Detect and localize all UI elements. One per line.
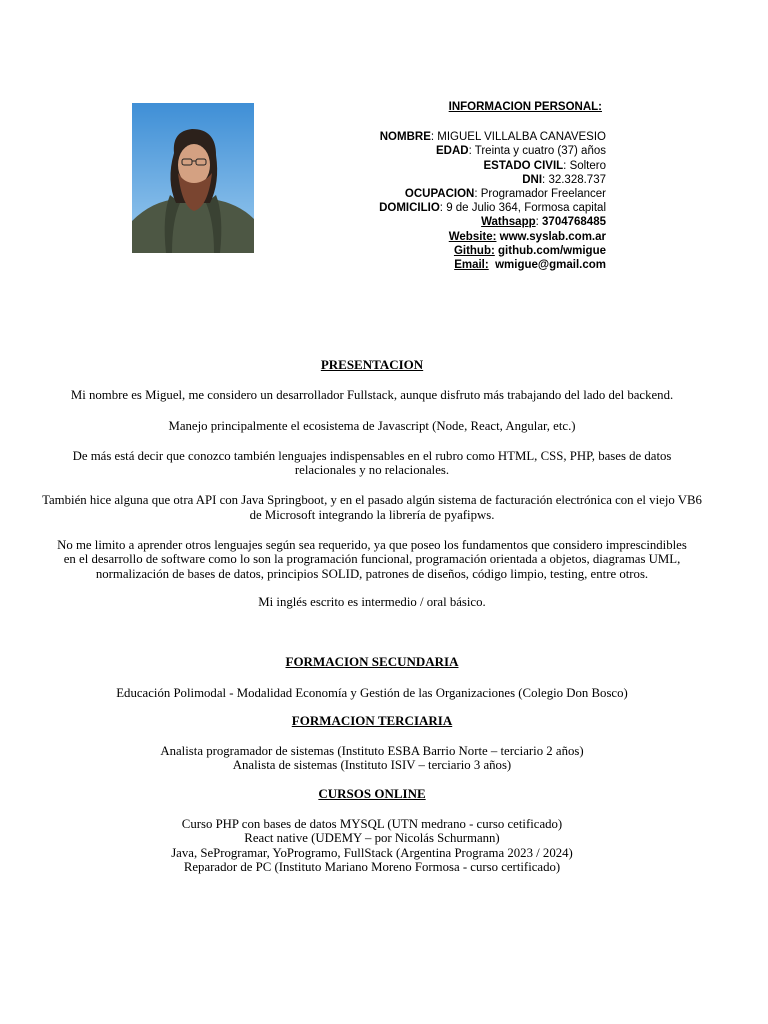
- education-line: Analista programador de sistemas (Instituto ESBA Barrio Norte – terciario 2 años): [160, 744, 584, 759]
- presentation-paragraph: Manejo principalmente el ecosistema de Javascript (Node, React, Angular, etc.): [168, 418, 576, 433]
- info-row-ocupacion: [186, 187, 606, 201]
- info-value: MIGUEL VILLALBA CANAVESIO: [437, 131, 606, 144]
- info-row-whatsapp: [186, 215, 606, 229]
- info-label: ESTADO CIVIL: [483, 159, 564, 172]
- education-line: Educación Polimodal - Modalidad Economía y Gestión de las Organizaciones (Colegio Don Bosco): [116, 685, 628, 700]
- info-sep: :: [439, 202, 447, 215]
- info-value: Treinta y cuatro (37) años: [474, 145, 606, 158]
- whatsapp-number: 3704768485: [542, 216, 606, 229]
- info-label: DNI: [522, 173, 543, 186]
- course-line: Reparador de PC (Instituto Mariano Moreno Formosa - curso certificado): [183, 859, 561, 874]
- info-sep: :: [563, 159, 570, 172]
- presentation-paragraph: Mi inglés escrito es intermedio / oral básico.: [258, 594, 486, 609]
- education-line: Analista de sistemas (Instituto ISIV – terciario 3 años): [232, 758, 512, 773]
- info-row-domicilio: [186, 201, 606, 215]
- section-title-secundaria: FORMACION SECUNDARIA: [285, 654, 459, 670]
- info-row-edad: [186, 144, 606, 158]
- info-row-email: [186, 258, 606, 272]
- github-link[interactable]: github.com/wmigue: [498, 244, 606, 257]
- section-title-presentacion: PRESENTACION: [320, 357, 424, 372]
- info-row-website: [186, 230, 606, 244]
- info-label: Email:: [454, 259, 489, 272]
- info-label: OCUPACION: [404, 188, 475, 201]
- info-label: Github:: [453, 244, 495, 257]
- info-value: Soltero: [569, 159, 606, 172]
- info-sep: :: [535, 216, 543, 229]
- info-sep: :: [542, 173, 549, 186]
- info-label: Website:: [448, 230, 497, 243]
- cv-body: [40, 358, 704, 874]
- email-link[interactable]: wmigue@gmail.com: [495, 259, 606, 272]
- presentation-paragraph: De más está decir que conozco también lenguajes indispensables en el rubro como HTML, CSS, PHP, bases de datos relacionales y no relacionales.: [72, 448, 672, 478]
- course-line: Curso PHP con bases de datos MYSQL (UTN medrano - curso cetificado): [181, 817, 563, 832]
- presentation-paragraph: No me limito a aprender otros lenguajes según sea requerido, ya que poseo los fundamentos que considero imprescindibles en el desarrollo de software como lo son la programación funcional, programación orientada a objetos, diagramas UML, normalización de bases de datos, principios SOLID, patrones de diseños, código limpio, testing, entre otros.: [57, 538, 687, 581]
- info-label: Wathsapp: [481, 216, 536, 229]
- website-link[interactable]: www.syslab.com.ar: [499, 230, 606, 243]
- presentation-paragraph: También hice alguna que otra API con Java Springboot, y en el pasado algún sistema de facturación electrónica con el viejo VB6 de Microsoft integrando la librería de pyafipws.: [42, 493, 702, 522]
- info-row-estado-civil: [186, 159, 606, 173]
- info-label: EDAD: [435, 145, 469, 158]
- info-row-github: [186, 244, 606, 258]
- info-label: DOMICILIO: [379, 202, 440, 215]
- info-row-nombre: [186, 130, 606, 144]
- personal-info-heading: INFORMACION PERSONAL:: [448, 101, 602, 113]
- info-label: NOMBRE: [379, 131, 431, 144]
- course-line: React native (UDEMY – por Nicolás Schurmann): [244, 831, 500, 846]
- info-value: Programador Freelancer: [480, 188, 606, 201]
- info-value: 9 de Julio 364, Formosa capital: [446, 202, 606, 215]
- info-row-dni: [186, 173, 606, 187]
- section-title-terciaria: FORMACION TERCIARIA: [291, 712, 453, 728]
- presentation-paragraph: Mi nombre es Miguel, me considero un desarrollador Fullstack, aunque disfruto más trabajando del lado del backend.: [70, 388, 674, 403]
- course-line: Java, SeProgramar, YoProgramo, FullStack (Argentina Programa 2023 / 2024): [171, 845, 573, 860]
- info-value: 32.328.737: [548, 173, 606, 186]
- info-sep: :: [474, 188, 481, 201]
- personal-info: [186, 100, 606, 272]
- info-sep: :: [468, 145, 475, 158]
- section-title-cursos: CURSOS ONLINE: [318, 785, 426, 801]
- info-sep: :: [430, 131, 438, 144]
